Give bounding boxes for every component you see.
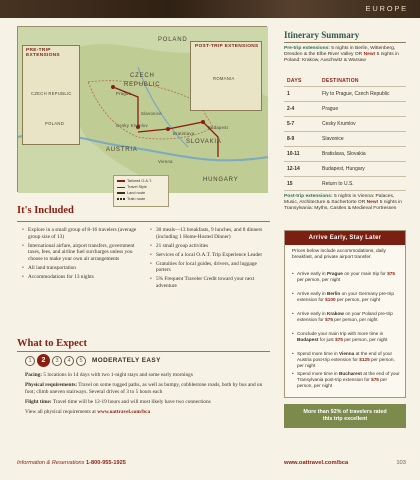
arrive-bullet (292, 311, 402, 323)
pre-trip-extensions (284, 46, 406, 65)
level-dot-1: 1 (25, 356, 35, 366)
legend-land-route: Land route (127, 191, 146, 195)
bullet-mid: at the end of your Transylvania post-trip extension for (297, 371, 400, 382)
map-city-slavonice: Slavonice (141, 111, 162, 116)
bullet-place: Vienna (338, 351, 355, 356)
arrive-bullet (292, 271, 402, 283)
bullet-lead: Conclude your main trip with more time in (297, 331, 384, 336)
row-destination: Slavonice (322, 136, 344, 142)
row-days: 12-14 (287, 166, 300, 172)
post-trip-inset (190, 41, 262, 111)
included-rule (17, 221, 270, 222)
itinerary-heading: Itinerary Summary (284, 30, 360, 40)
bullet-mid: on your main trip for (344, 271, 386, 276)
bullet-price: $75 (325, 316, 333, 322)
map-city-bratislava: Bratislava (173, 131, 195, 136)
activity-level-scale (25, 354, 161, 367)
map-label-hungary: HUNGARY (203, 177, 239, 183)
row-days: 5-7 (287, 121, 295, 127)
bullet-mid: at the end of your Austria post-trip extension for (297, 351, 393, 362)
included-item: • 5% Frequent Traveler Credit toward your next adventure (150, 276, 272, 289)
row-days: 2-4 (287, 106, 295, 112)
itinerary-row (284, 161, 406, 176)
row-days: 10-11 (287, 151, 300, 157)
itinerary-row (284, 131, 406, 146)
inset-left-country: CZECH REPUBLIC (31, 91, 72, 96)
physical-text: Travel on some rugged paths, as well as bumpy, cobblestone roads, both by bus and on foot; climb uneven stairways. Several drives of 3 to 5 hours each (25, 382, 263, 395)
region-label: EUROPE (365, 4, 408, 13)
included-item: • Explore in a small group of 8-16 travelers (average group size of 13) (22, 227, 142, 240)
bullet-place: Prague (326, 271, 343, 276)
post-trip-new-badge: New! (366, 200, 379, 206)
bullet-lead: Arrive early in (297, 291, 326, 296)
map-city-prague: Prague (116, 91, 132, 96)
bullet-price: $75 (387, 271, 396, 276)
level-dot-5: 5 (76, 356, 86, 366)
bullet-mid: on your Poland pre-trip extension for (297, 311, 393, 322)
pre-trip-label: Pre-trip extensions: (284, 46, 330, 51)
row-days: 15 (287, 181, 293, 187)
activity-level-label: MODERATELY EASY (92, 357, 161, 364)
itinerary-row (284, 116, 406, 131)
itinerary-row (284, 86, 406, 101)
traveler-rating-banner (284, 404, 406, 428)
flight-label: Flight time: (25, 399, 52, 405)
pre-trip-text-2: 5 nights in Poland: Krakow, Auschwitz & Warsaw (284, 52, 399, 64)
legend-train-route: Train route (127, 197, 146, 201)
flight-text: Travel time will be 12-19 hours and will most likely have two connections (52, 399, 211, 405)
bullet-mid: for just (319, 336, 334, 342)
pacing-label: Pacing: (25, 372, 43, 378)
pre-trip-inset (22, 45, 80, 145)
legend-travel-style: Travel Style (127, 185, 147, 189)
physical-line (25, 382, 270, 395)
col-destination: DESTINATION (322, 78, 359, 84)
post-trip-inset-title: POST-TRIP EXTENSIONS (195, 44, 259, 49)
post-trip-extensions (284, 194, 406, 213)
arrive-bullet (292, 351, 402, 369)
bullet-place: Berlin (326, 291, 341, 296)
included-right-list (150, 227, 272, 292)
map-label-slovakia: SLOVAKIA (186, 139, 222, 145)
arrive-bullet (292, 331, 402, 343)
arrive-early-title: Arrive Early, Stay Later (285, 231, 405, 245)
bullet-tail: per person, per night (344, 336, 388, 342)
itinerary-row (284, 146, 406, 161)
arrive-early-box (284, 230, 406, 398)
included-item: • Services of a local O.A.T. Trip Experience Leader (150, 252, 272, 259)
rating-line-1: More than 92% of travelers rated (303, 409, 387, 415)
bullet-lead: Arrive early in (297, 271, 326, 276)
bullet-price: $125 (359, 356, 370, 362)
inset-left-lower: POLAND (45, 121, 65, 126)
trip-map (17, 26, 267, 201)
banner-texture (0, 0, 420, 18)
map-city-cesky-krumlov: Cesky Krumlov (116, 123, 149, 128)
rating-line-2: this trip excellent (322, 416, 368, 422)
level-dot-3: 3 (52, 356, 62, 366)
bullet-lead: Spend more time in (297, 371, 338, 376)
row-destination: Budapest, Hungary (322, 166, 365, 172)
post-trip-text-2: 5 nights in Transylvania: Myths, Castles & Medieval Fortresses (284, 200, 402, 212)
bullet-tail: per person, per night (334, 316, 378, 322)
arrive-early-intro: Prices below include accommodations, daily breakfast, and private airport transfer. (292, 249, 386, 260)
included-item: • All land transportation (22, 265, 142, 272)
view-text: View all physical requirements at (25, 409, 96, 415)
bullet-mid: on your Germany pre-trip extension for (297, 291, 394, 302)
bullet-tail: per person, per night (336, 296, 381, 302)
map-city-vienna: Vienna (158, 159, 173, 164)
bullet-lead: Arrive early in (297, 311, 326, 316)
requirements-link[interactable]: www.oattravel.com/bca (97, 409, 151, 415)
bullet-place: Bucharest (338, 371, 362, 376)
reservations-phone[interactable]: 1-800-955-1925 (86, 460, 126, 466)
included-item: • Gratuities for local guides, drivers, and luggage porters (150, 261, 272, 274)
footer-url-bar (284, 460, 406, 466)
pacing-line (25, 372, 270, 379)
post-trip-text: 5 nights in Vienna: Palaces, Music, Architecture & Sachertorte OR (284, 194, 395, 206)
included-item: • International airfare, airport transfers, government taxes, fees, and airline fuel surcharges unless you choose to make your own air arrangements (22, 243, 142, 263)
post-trip-label: Post-trip extensions: (284, 194, 333, 199)
row-days: 8-9 (287, 136, 295, 142)
flight-line (25, 399, 270, 406)
col-days: DAYS (287, 78, 302, 84)
inset-right-country: ROMANIA (213, 76, 235, 81)
bullet-price: $75 (335, 336, 343, 342)
bullet-tail: per person, per night (297, 276, 341, 282)
level-dot-4: 4 (64, 356, 74, 366)
map-label-czech: CZECH (130, 73, 155, 79)
reservations-label: Information & Reservations (17, 460, 85, 466)
included-left-list (22, 227, 142, 283)
bullet-place: Budapest (297, 336, 319, 342)
row-destination: Return to U.S. (322, 181, 354, 187)
row-days: 1 (287, 91, 290, 97)
arrive-bullet (292, 291, 402, 303)
top-banner (0, 0, 420, 18)
bullet-tail: per person, per night (297, 356, 395, 368)
bullet-place: Krakow (326, 311, 344, 316)
row-destination: Bratislava, Slovakia (322, 151, 366, 157)
expect-rule (17, 351, 270, 352)
included-item: • Accommodations for 13 nights (22, 274, 142, 281)
row-destination: Cesky Krumlov (322, 121, 356, 127)
legend-tailored: Tailored O.A.T. (127, 179, 152, 183)
bullet-lead: Spend more time in (297, 351, 338, 356)
row-destination: Fly to Prague, Czech Republic (322, 91, 390, 97)
expect-heading: What to Expect (17, 338, 87, 349)
included-heading: It's Included (17, 205, 74, 216)
arrive-bullet (292, 371, 402, 389)
view-requirements-line (25, 409, 270, 416)
map-label-austria: AUSTRIA (106, 147, 138, 153)
map-label-republic: REPUBLIC (124, 82, 161, 88)
bullet-tail: per person, per night (297, 376, 388, 388)
row-destination: Prague (322, 106, 339, 112)
itinerary-row (284, 101, 406, 116)
included-item: • 21 small group activities (150, 243, 272, 250)
map-city-budapest: Budapest (208, 125, 229, 130)
footer-url[interactable]: www.oattravel.com/bca (284, 460, 349, 466)
level-dot-2-active: 2 (37, 354, 50, 367)
pre-trip-new-badge: New! (363, 52, 376, 58)
page-number: 103 (396, 460, 406, 466)
pacing-text: 5 locations in 14 days with two 1-night stays and some early mornings (43, 372, 193, 378)
included-item: • 30 meals—13 breakfasts, 9 lunches, and 8 dinners (including 1 Home-Hosted Dinner) (150, 227, 272, 240)
pre-trip-text: 5 nights in Berlin, Wittenberg, Dresden & the Elbe River Valley OR (284, 46, 396, 58)
map-label-poland: POLAND (158, 37, 188, 43)
reservations-footer (17, 460, 126, 466)
map-legend (113, 175, 169, 207)
itinerary-row (284, 176, 406, 191)
bullet-price: $75 (371, 376, 379, 382)
physical-label: Physical requirements: (25, 382, 78, 388)
pre-trip-inset-title: PRE-TRIP EXTENSIONS (26, 48, 60, 58)
bullet-price: $100 (325, 296, 336, 302)
itinerary-rule (284, 42, 406, 43)
